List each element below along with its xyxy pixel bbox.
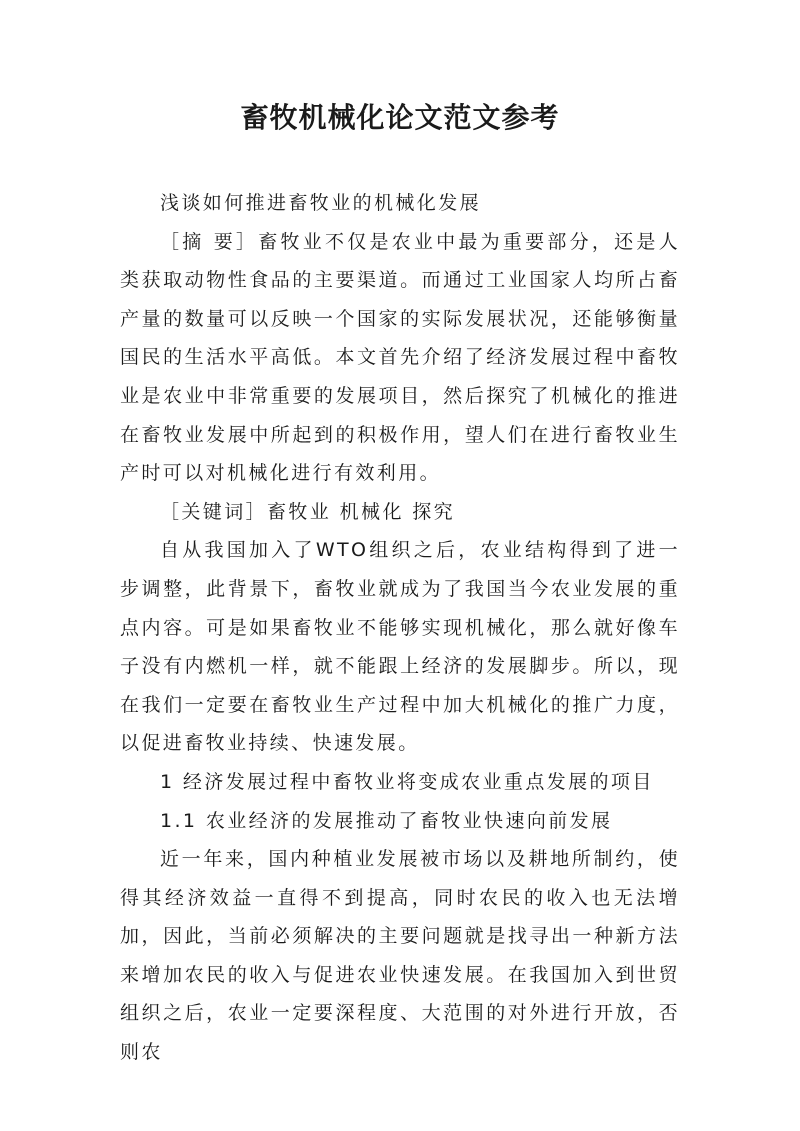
abstract-paragraph: ［摘 要］畜牧业不仅是农业中最为重要部分，还是人类获取动物性食品的主要渠道。而通过工业国家人均所占畜产量的数量可以反映一个国家的实际发展状况，还能够衡量国民的生活水平高低。本文首先介绍了经济发展过程中畜牧业是农业中非常重要的发展项目，然后探究了机械化的推进在畜牧业发展中所起到的积极作用，望人们在进行畜牧业生产时可以对机械化进行有效利用。 (120, 230, 680, 485)
intro-paragraph: 自从我国加入了WTO组织之后，农业结构得到了进一步调整，此背景下，畜牧业就成为了我国当今农业发展的重点内容。可是如果畜牧业不能够实现机械化，那么就好像车子没有内燃机一样，就不能跟上经济的发展脚步。所以，现在我们一定要在畜牧业生产过程中加大机械化的推广力度，以促进畜牧业持续、快速发展。 (120, 539, 680, 755)
document-title: 畜牧机械化论文范文参考 (240, 101, 560, 134)
article-heading: 浅谈如何推进畜牧业的机械化发展 (160, 192, 482, 214)
document-body (120, 184, 680, 1072)
section-heading-1-1: 1.1 农业经济的发展推动了畜牧业快速向前发展 (160, 809, 613, 832)
section-heading-1: 1 经济发展过程中畜牧业将变成农业重点发展的项目 (160, 770, 654, 793)
body-paragraph: 近一年来，国内种植业发展被市场以及耕地所制约，使得其经济效益一直得不到提高，同时农民的收入也无法增加，因此，当前必须解决的主要问题就是找寻出一种新方法来增加农民的收入与促进农业快速发展。在我国加入到世贸组织之后，农业一定要深程度、大范围的对外进行开放，否则农 (120, 848, 680, 1064)
keywords-paragraph: ［关键词］畜牧业 机械化 探究 (160, 500, 456, 523)
